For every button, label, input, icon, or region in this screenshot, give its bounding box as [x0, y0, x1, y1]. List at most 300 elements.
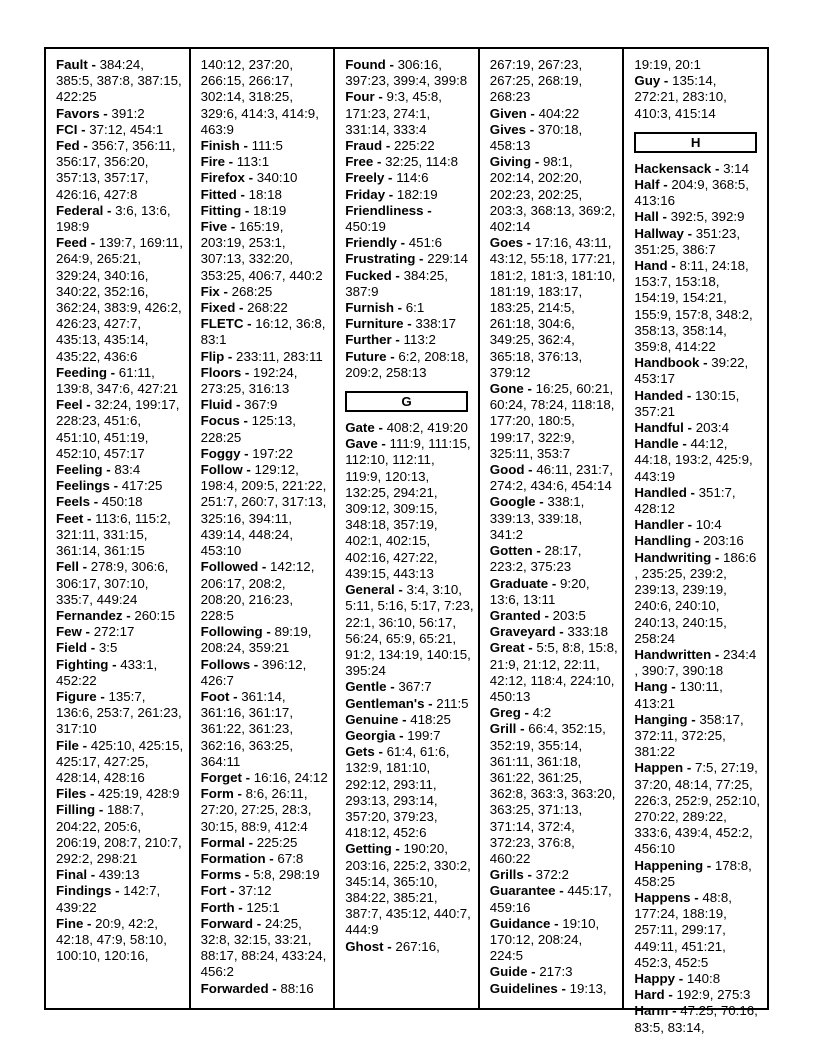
entry-term: Fed - [56, 138, 92, 154]
index-entry [201, 413, 330, 445]
entry-term: Findings - [56, 883, 124, 899]
index-entry-continuation [490, 57, 619, 106]
index-entry [201, 657, 330, 689]
index-entry-continuation [201, 57, 330, 138]
entry-term: Feels - [56, 494, 102, 510]
index-entry [490, 916, 619, 965]
entry-term: Handed - [634, 387, 695, 403]
entry-term: Hand - [634, 258, 680, 274]
entry-refs: 39:22, 453:17 [634, 355, 749, 387]
index-entry [201, 900, 330, 916]
entry-refs: 140:12, 237:20, 266:15, 266:17, 302:14, 318:25, 329:6, 414:3, 414:9, 463:9 [200, 57, 319, 137]
index-entry [490, 721, 619, 867]
entry-refs: 267:19, 267:23, 267:25, 268:19, 268:23 [489, 57, 583, 105]
entry-refs: 204:9, 368:5, 413:16 [634, 177, 749, 209]
index-entry [56, 640, 185, 656]
index-entry [634, 533, 763, 549]
entry-refs: 111:9, 111:15, 112:10, 112:11, 119:9, 120:13, 132:25, 294:21, 309:12, 309:15, 348:18, 357:19, 402:1, 402:15, 402:16, 427:22, 439:15, 443:13 [345, 436, 471, 581]
entry-refs: 182:19 [396, 186, 438, 202]
entry-term: Flip - [200, 348, 237, 364]
entry-term: Friday - [345, 186, 397, 202]
entry-refs: 367:9 [244, 397, 278, 413]
index-entry [201, 624, 330, 656]
entry-refs: 3:4, 3:10, 5:11, 5:16, 5:17, 7:23, 22:1, 36:10, 56:17, 56:24, 65:9, 65:21, 91:2, 134:19, 140:15, 395:24 [345, 582, 474, 679]
entry-refs: 404:22 [538, 105, 580, 121]
index-entry [634, 712, 763, 761]
entry-term: Gone - [489, 381, 536, 397]
entry-term: Hanging - [634, 711, 700, 727]
entry-refs: 48:8, 177:24, 188:19, 257:11, 299:17, 449:11, 451:21, 452:3, 452:5 [634, 889, 732, 970]
entry-term: Given - [489, 105, 539, 121]
entry-term: Furnish - [345, 300, 406, 316]
index-entry [201, 916, 330, 981]
entry-term: Happens - [634, 889, 703, 905]
entry-term: Handle - [634, 436, 691, 452]
entry-term: Handling - [634, 533, 704, 549]
index-entry [345, 841, 474, 938]
entry-refs: 306:16, 397:23, 399:4, 399:8 [345, 57, 468, 89]
index-entry [56, 802, 185, 867]
index-entry [56, 883, 185, 915]
entry-refs: 19:10, 170:12, 208:24, 224:5 [489, 915, 600, 964]
entry-refs: 130:15, 357:21 [634, 387, 740, 419]
entry-refs: 217:3 [539, 964, 573, 980]
entry-refs: 211:5 [436, 695, 469, 711]
index-entry [490, 543, 619, 575]
entry-term: Fluid - [200, 397, 245, 413]
entry-term: Gentle - [345, 679, 399, 695]
entry-term: Harm - [634, 1003, 681, 1019]
entry-term: Goes - [489, 235, 535, 251]
entry-refs: 425:19, 428:9 [98, 786, 180, 802]
index-table [44, 47, 769, 1035]
entry-refs: 370:18, 458:13 [489, 121, 583, 154]
entry-refs: 67:8 [277, 850, 304, 866]
entry-refs: 8:6, 26:11, 27:20, 27:25, 28:3, 30:15, 88:9, 412:4 [200, 786, 312, 834]
index-entry [345, 203, 474, 235]
index-entry [490, 705, 619, 721]
index-entry [345, 268, 474, 300]
entry-refs: 142:12, 206:17, 208:2, 208:20, 216:23, 228:5 [200, 559, 315, 623]
entry-refs: 233:11, 283:11 [236, 348, 323, 364]
index-entry [56, 786, 185, 802]
entry-refs: 16:25, 60:21, 60:24, 78:24, 118:18, 177:20, 180:5, 199:17, 322:9, 325:11, 353:7 [489, 381, 615, 461]
entry-term: Good - [489, 462, 537, 478]
entry-term: Foggy - [200, 445, 253, 461]
entry-refs: 351:7, 428:12 [634, 484, 736, 517]
index-entry [201, 851, 330, 867]
entry-term: Guy - [634, 73, 673, 89]
index-entry-continuation [634, 57, 763, 73]
entry-term: Handful - [634, 420, 696, 436]
index-entry [201, 138, 330, 154]
index-entry [490, 106, 619, 122]
entry-refs: 32:24, 199:17, 228:23, 451:6, 451:10, 451:19, 452:10, 457:17 [56, 397, 180, 461]
index-entry [56, 57, 185, 106]
index-entry [634, 258, 763, 355]
index-entry [634, 1003, 763, 1035]
index-entry [634, 388, 763, 420]
index-entry [490, 494, 619, 543]
index-entry [345, 138, 474, 154]
index-entry [490, 608, 619, 624]
index-entry [345, 420, 474, 436]
entry-term: Happen - [634, 760, 695, 776]
index-entry [56, 122, 185, 138]
entry-refs: 88:16 [280, 980, 314, 996]
index-entry [56, 203, 185, 235]
entry-refs: 139:7, 169:11, 264:9, 265:21, 329:24, 340:16, 340:22, 352:16, 362:24, 383:9, 426:2, 426:23, 427:7, 435:13, 435:14, 435:22, 436:6 [56, 235, 183, 364]
entry-refs: 391:2 [111, 105, 145, 121]
index-entry [634, 987, 763, 1003]
entry-refs: 125:1 [246, 899, 280, 915]
index-entry [201, 786, 330, 835]
entry-refs: 142:7, 439:22 [56, 883, 161, 915]
index-entry [490, 154, 619, 235]
entry-term: General - [345, 582, 407, 598]
entry-refs: 338:1, 339:13, 339:18, 341:2 [489, 494, 585, 542]
entry-refs: 37:12, 454:1 [89, 121, 164, 137]
entry-refs: 338:17 [415, 316, 457, 332]
entry-term: Gives - [489, 121, 538, 137]
entry-refs: 356:7, 356:11, 356:17, 356:20, 357:13, 357:17, 426:16, 427:8 [56, 138, 176, 202]
index-entry [345, 939, 474, 955]
index-entry [56, 462, 185, 478]
entry-refs: 6:2, 208:18, 209:2, 258:13 [345, 348, 469, 380]
entry-refs: 358:17, 372:11, 372:25, 381:22 [634, 711, 744, 760]
index-entry [201, 349, 330, 365]
entry-term: Getting - [345, 841, 404, 857]
entry-term: Five - [200, 219, 240, 235]
index-entry [634, 436, 763, 485]
entry-refs: 229:14 [427, 251, 468, 267]
entry-term: Hall - [634, 209, 671, 225]
entry-term: Form - [200, 786, 246, 802]
entry-refs: 203:16 [703, 533, 744, 549]
entry-refs: 9:3, 45:8, 171:23, 274:1, 331:14, 333:4 [345, 89, 442, 137]
index-entry [345, 712, 474, 728]
entry-refs: 125:13, 228:25 [200, 413, 296, 445]
index-entry [201, 689, 330, 770]
index-entry [56, 738, 185, 787]
entry-refs: 445:17, 459:16 [489, 883, 612, 915]
index-entry [345, 696, 474, 712]
entry-term: Forms - [200, 867, 254, 883]
index-entry [634, 890, 763, 971]
entry-term: Firefox - [200, 170, 257, 186]
entry-term: FLETC - [200, 316, 256, 332]
index-entry [490, 576, 619, 608]
entry-refs: 268:25 [231, 283, 273, 299]
index-entry [56, 511, 185, 560]
entry-term: Happening - [634, 857, 715, 873]
index-entry [201, 446, 330, 462]
entry-term: Hard - [634, 987, 677, 1003]
index-entry [490, 867, 619, 883]
entry-refs: 114:6 [396, 170, 429, 186]
index-entry [634, 485, 763, 517]
index-entry [345, 349, 474, 381]
entry-refs: 234:4 , 390:7, 390:18 [634, 646, 757, 679]
entry-term: Gotten - [489, 543, 545, 559]
entry-term: Figure - [56, 688, 109, 704]
index-entry [634, 355, 763, 387]
entry-refs: 130:11, 413:21 [634, 679, 723, 711]
entry-term: Follows - [200, 656, 262, 672]
entry-term: FCI - [56, 121, 90, 137]
entry-term: Georgia - [345, 727, 408, 743]
entry-term: Granted - [489, 607, 553, 623]
entry-refs: 384:25, 387:9 [345, 267, 448, 299]
entry-refs: 135:14, 272:21, 283:10, 410:3, 415:14 [634, 73, 727, 121]
entry-refs: 361:14, 361:16, 361:17, 361:22, 361:23, 362:16, 363:25, 364:11 [200, 688, 294, 769]
index-entry [490, 883, 619, 915]
index-column-5 [624, 49, 767, 1035]
entry-refs: 111:5 [251, 138, 283, 154]
index-entry [345, 744, 474, 841]
index-entry [634, 73, 763, 122]
entry-refs: 28:17, 223:2, 375:23 [489, 543, 582, 575]
entry-term: Federal - [56, 202, 116, 218]
entry-term: Guidance - [489, 915, 563, 931]
index-entry [345, 582, 474, 679]
entry-refs: 225:25 [256, 834, 298, 850]
entry-term: Followed - [200, 559, 271, 575]
entry-term: Feeling - [56, 462, 115, 478]
index-entry [56, 138, 185, 203]
index-entry [634, 647, 763, 679]
entry-term: Guide - [489, 964, 540, 980]
entry-refs: 140:8 [686, 970, 721, 986]
entry-term: Friendliness - [345, 202, 432, 218]
index-entry [490, 235, 619, 381]
index-entry [345, 332, 474, 348]
index-entry [490, 981, 619, 997]
entry-term: Gentleman's - [345, 695, 437, 711]
entry-term: Handwritten - [634, 646, 724, 662]
index-entry [56, 624, 185, 640]
entry-term: Hallway - [634, 225, 696, 241]
entry-term: Found - [345, 57, 398, 72]
section-header-H: H [634, 132, 757, 153]
entry-term: Half - [634, 177, 672, 193]
index-entry [345, 679, 474, 695]
entry-term: Google - [489, 494, 548, 510]
entry-refs: 260:15 [134, 607, 175, 623]
entry-term: Fixed - [200, 300, 248, 316]
entry-term: Handbook - [634, 355, 712, 371]
index-entry [345, 89, 474, 138]
entry-term: Favors - [56, 105, 112, 121]
entry-term: Fault - [56, 57, 100, 72]
index-entry [345, 436, 474, 582]
index-entry [634, 550, 763, 647]
entry-refs: 9:20, 13:6, 13:11 [489, 575, 590, 607]
entry-refs: 408:2, 419:20 [386, 420, 468, 436]
entry-refs: 20:9, 42:2, 42:18, 47:9, 58:10, 100:10, 120:16, [56, 915, 167, 964]
entry-refs: 203:4 [695, 420, 729, 436]
entry-refs: 384:24, 385:5, 387:8, 387:15, 422:25 [56, 57, 182, 105]
entry-term: Hackensack - [634, 160, 724, 176]
entry-refs: 417:25 [121, 478, 163, 494]
index-entry [345, 170, 474, 186]
entry-term: Freely - [345, 170, 397, 186]
index-entry [634, 209, 763, 225]
index-entry [56, 494, 185, 510]
index-entry [345, 154, 474, 170]
entry-term: Feeding - [56, 364, 119, 380]
entry-term: Giving - [489, 154, 543, 170]
index-entry [56, 397, 185, 462]
entry-term: Further - [345, 332, 404, 348]
index-entry [490, 462, 619, 494]
entry-refs: 89:19, 208:24, 359:21 [200, 624, 312, 656]
entry-refs: 18:18 [248, 186, 282, 202]
index-entry [201, 300, 330, 316]
entry-term: Fernandez - [56, 607, 135, 623]
entry-term: Final - [56, 867, 99, 883]
entry-refs: 197:22 [252, 445, 293, 461]
entry-refs: 418:25 [410, 711, 451, 727]
entry-term: Free - [345, 154, 386, 170]
entry-term: Gave - [345, 436, 390, 452]
entry-term: Grills - [489, 867, 536, 883]
index-entry [201, 559, 330, 624]
entry-term: Gate - [345, 420, 387, 436]
entry-term: Files - [56, 786, 99, 802]
index-entry [201, 981, 330, 997]
entry-refs: 113:6, 115:2, 321:11, 331:15, 361:14, 361:15 [56, 510, 171, 559]
entry-term: Fraud - [345, 138, 394, 154]
entry-refs: 66:4, 352:15, 352:19, 355:14, 361:11, 361:18, 361:22, 361:25, 362:8, 363:3, 363:20, 363:25, 371:13, 371:14, 372:4, 372:23, 376:8, 460:22 [489, 721, 616, 866]
entry-refs: 47:25, 70:16, 83:5, 83:14, [634, 1003, 758, 1035]
index-entry [201, 316, 330, 348]
entry-refs: 83:4 [114, 462, 141, 478]
entry-refs: 3:14 [723, 160, 749, 176]
entry-refs: 272:17 [93, 624, 135, 640]
entry-term: Guarantee - [489, 883, 568, 899]
entry-refs: 278:9, 306:6, 306:17, 307:10, 335:7, 449:24 [56, 559, 169, 607]
entry-term: Following - [200, 624, 275, 640]
index-entry [490, 122, 619, 154]
entry-refs: 5:5, 8:8, 15:8, 21:9, 21:12, 22:11, 42:12, 118:4, 224:10, 450:13 [489, 640, 618, 704]
index-entry [634, 420, 763, 436]
entry-refs: 439:13 [98, 867, 140, 883]
entry-term: Fitted - [200, 186, 249, 202]
index-entry [490, 640, 619, 705]
index-entry [201, 770, 330, 786]
entry-refs: 129:12, 198:4, 209:5, 221:22, 251:7, 260:7, 317:13, 325:16, 394:11, 439:14, 448:24, 453:10 [200, 462, 327, 559]
index-entry [201, 219, 330, 284]
entry-refs: 3:5 [98, 640, 118, 656]
entry-refs: 392:5, 392:9 [670, 209, 745, 225]
entry-refs: 3:6, 13:6, 198:9 [56, 202, 171, 235]
entry-term: Four - [345, 89, 387, 105]
entry-term: File - [56, 737, 91, 753]
entry-term: Forth - [200, 899, 247, 915]
entry-term: Forward - [200, 915, 265, 931]
entry-refs: 44:12, 44:18, 193:2, 425:9, 443:19 [634, 436, 753, 484]
entry-refs: 372:2 [535, 867, 569, 883]
index-entry [634, 177, 763, 209]
index-entry [56, 478, 185, 494]
entry-term: Ghost - [345, 938, 396, 954]
index-entry [201, 397, 330, 413]
entry-term: Handler - [634, 517, 696, 533]
entry-term: Fort - [200, 883, 239, 899]
entry-term: Hang - [634, 679, 680, 695]
entry-refs: 190:20, 203:16, 225:2, 330:2, 345:14, 365:10, 384:22, 385:21, 387:7, 435:12, 440:7, 444:9 [345, 841, 471, 938]
entry-refs: 24:25, 32:8, 32:15, 33:21, 88:17, 88:24, 433:24, 456:2 [200, 915, 327, 980]
entry-refs: 18:19 [253, 202, 287, 218]
entry-term: Feet - [56, 510, 96, 526]
entry-term: Forget - [200, 769, 254, 785]
entry-term: Formation - [200, 850, 278, 866]
entry-refs: 135:7, 136:6, 253:7, 261:23, 317:10 [56, 688, 182, 737]
entry-term: Fighting - [56, 656, 121, 672]
entry-refs: 98:1, 202:14, 202:20, 202:23, 202:25, 203:3, 368:13, 369:2, 402:14 [489, 154, 616, 235]
entry-term: Grill - [489, 721, 529, 737]
entry-term: Fitting - [200, 202, 254, 218]
index-column-4 [480, 49, 625, 1008]
index-entry [634, 161, 763, 177]
entry-refs: 267:16, [395, 938, 440, 954]
index-entry [345, 187, 474, 203]
index-entry [56, 608, 185, 624]
index-entry [201, 365, 330, 397]
entry-term: Happy - [634, 970, 687, 986]
entry-refs: 17:16, 43:11, 43:12, 55:18, 177:21, 181:2, 181:3, 181:10, 181:19, 183:17, 183:25, 214:5, 261:18, 304:6, 349:25, 362:4, 365:18, 376:13, 379:12 [489, 235, 616, 380]
entry-refs: 333:18 [567, 624, 609, 640]
entry-refs: 10:4 [695, 517, 722, 533]
index-entry [634, 517, 763, 533]
index-entry [56, 689, 185, 738]
entry-term: Floors - [200, 364, 254, 380]
index-entry [345, 57, 474, 89]
entry-term: Fire - [200, 154, 237, 170]
entry-refs: 113:1 [236, 154, 270, 170]
index-entry [56, 916, 185, 965]
index-entry [490, 624, 619, 640]
entry-term: Few - [56, 624, 94, 640]
entry-term: Fix - [200, 283, 232, 299]
index-column-3 [335, 49, 480, 1008]
index-entry [201, 203, 330, 219]
index-entry [345, 251, 474, 267]
entry-refs: 451:6 [408, 235, 443, 251]
index-entry [56, 657, 185, 689]
index-entry [56, 559, 185, 608]
entry-term: Handwriting - [634, 549, 724, 565]
entry-term: Feel - [56, 397, 95, 413]
entry-refs: 7:5, 27:19, 37:20, 48:14, 77:25, 226:3, 252:9, 252:10, 270:22, 289:22, 333:6, 439:4, 452:2, 456:10 [634, 760, 761, 857]
index-entry [345, 235, 474, 251]
entry-refs: 16:12, 36:8, 83:1 [200, 316, 326, 348]
index-entry [634, 226, 763, 258]
entry-refs: 433:1, 452:22 [56, 656, 158, 688]
index-entry [634, 971, 763, 987]
entry-refs: 425:10, 425:15, 425:17, 427:25, 428:14, 428:16 [56, 737, 184, 785]
entry-term: Gets - [345, 744, 387, 760]
entry-term: Feed - [56, 235, 99, 251]
entry-term: Great - [489, 640, 537, 656]
index-entry [201, 835, 330, 851]
entry-term: Finish - [200, 138, 252, 154]
entry-refs: 192:24, 273:25, 316:13 [200, 364, 298, 397]
entry-term: Genuine - [345, 711, 411, 727]
entry-refs: 268:22 [247, 300, 288, 316]
entry-refs: 6:1 [405, 300, 425, 316]
